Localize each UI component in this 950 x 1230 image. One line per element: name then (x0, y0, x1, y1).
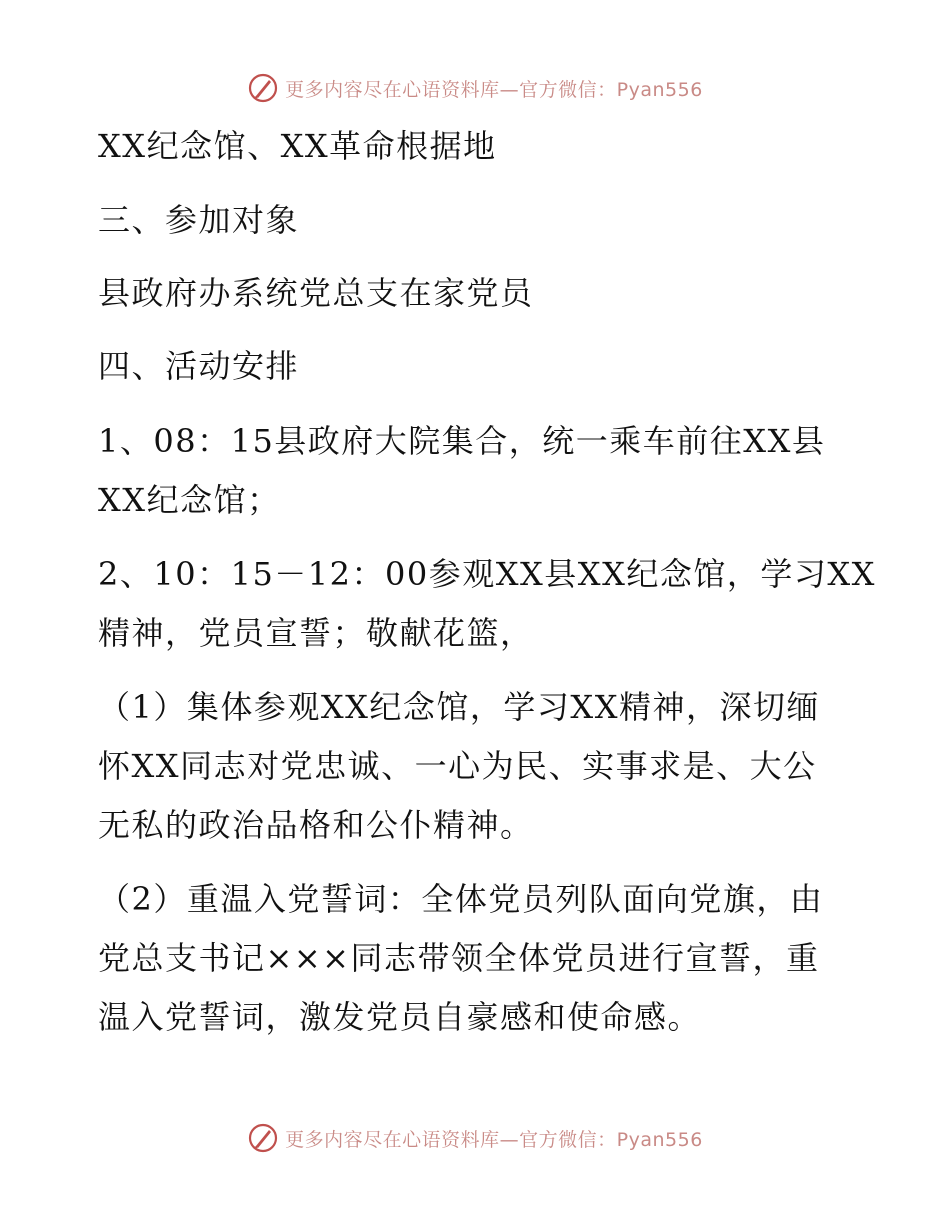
quill-pen-logo-icon (247, 72, 279, 104)
text-line: （1）集体参观XX纪念馆，学习XX精神，深切缅 (98, 688, 820, 726)
watermark-text: 更多内容尽在心语资料库—官方微信：Pyan556 (285, 78, 703, 101)
text-line: 县政府办系统党总支在家党员 (98, 274, 534, 312)
text-line: XX纪念馆； (98, 481, 281, 519)
watermark-text: 更多内容尽在心语资料库—官方微信：Pyan556 (285, 1128, 703, 1151)
section-heading: 四、活动安排 (98, 347, 300, 385)
text-line: 精神，党员宣誓；敬献花篮， (98, 614, 534, 652)
text-line: 1、08：15县政府大院集合，统一乘车前往XX县 (98, 422, 826, 460)
section-heading: 三、参加对象 (98, 201, 300, 239)
text-line: 2、10：15－12：00参观XX县XX纪念馆，学习XX (98, 555, 876, 593)
text-line: 怀XX同志对党忠诚、一心为民、实事求是、大公 (98, 747, 817, 785)
text-line: （2）重温入党誓词：全体党员列队面向党旗，由 (98, 880, 824, 918)
text-line: 无私的政治品格和公仆精神。 (98, 806, 534, 844)
footer-watermark (0, 1122, 950, 1154)
text-line: 党总支书记×××同志带领全体党员进行宣誓，重 (98, 939, 820, 977)
quill-pen-logo-icon (247, 1122, 279, 1154)
text-line: 温入党誓词，激发党员自豪感和使命感。 (98, 998, 702, 1036)
header-watermark (0, 72, 950, 104)
text-line: XX纪念馆、XX革命根据地 (98, 127, 497, 165)
